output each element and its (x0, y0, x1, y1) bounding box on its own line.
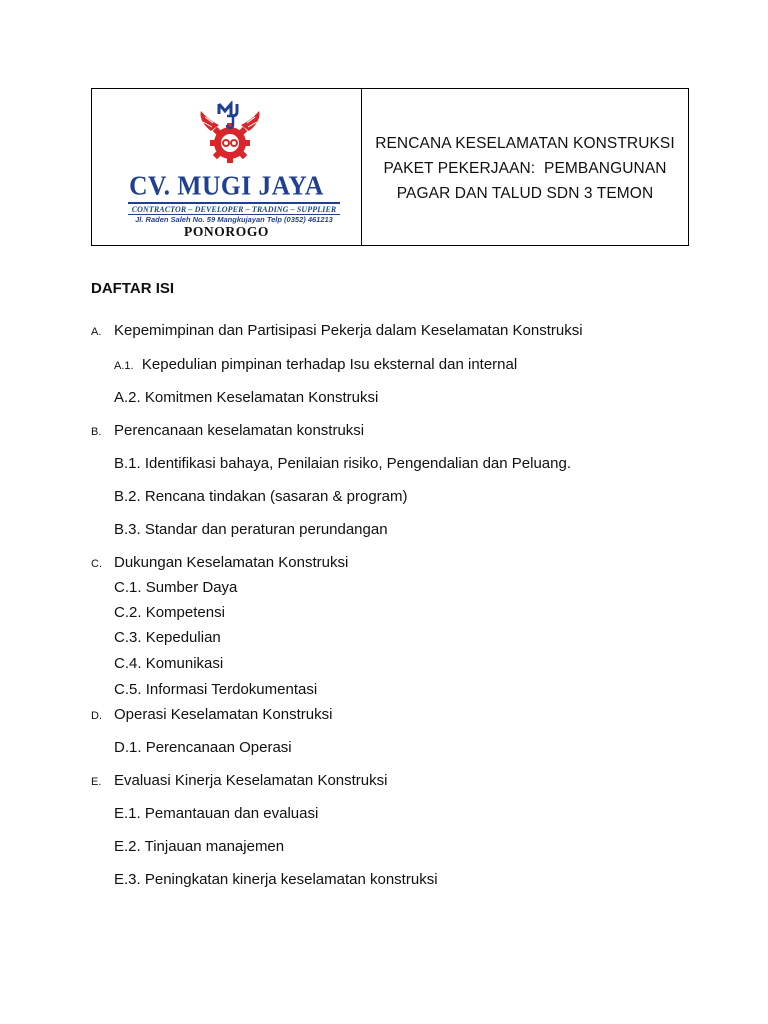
toc-item (114, 455, 571, 472)
section-letter: A. (91, 326, 102, 338)
toc-item-code: A.1. (114, 360, 134, 372)
toc-item-text: Pemantauan dan evaluasi (144, 805, 319, 822)
section-letter: E. (91, 776, 102, 788)
logo-cell (92, 89, 362, 245)
toc-item (114, 838, 284, 855)
company-emblem-icon (197, 101, 263, 167)
toc-item-text: Kepedulian (145, 629, 221, 646)
toc-item-code: B.2. (114, 488, 141, 505)
section-title: Evaluasi Kinerja Keselamatan Konstruksi (114, 772, 388, 789)
toc-item-code: A.2. (114, 389, 141, 406)
company-city: PONOROGO (183, 224, 270, 239)
toc-item-code: B.1. (114, 455, 141, 472)
section-letter: C. (91, 558, 102, 570)
toc-item (114, 871, 438, 888)
document-title (362, 89, 688, 245)
toc-item (114, 739, 292, 756)
title-line-3: PAGAR DAN TALUD SDN 3 TEMON (396, 184, 654, 202)
toc-item (114, 579, 237, 596)
toc-item (114, 356, 517, 373)
toc-item-text: Informasi Terdokumentasi (145, 681, 318, 698)
toc-item-text: Komitmen Keselamatan Konstruksi (144, 389, 379, 406)
toc-item-text: Tinjauan manajemen (144, 838, 285, 855)
section-title: Perencanaan keselamatan konstruksi (114, 422, 365, 439)
toc-item-text: Perencanaan Operasi (145, 739, 292, 756)
toc-item-text: Identifikasi bahaya, Penilaian risiko, Pengendalian dan Peluang. (144, 455, 571, 472)
toc-item-text: Rencana tindakan (sasaran & program) (144, 488, 408, 505)
toc-item-code: D.1. (114, 739, 142, 756)
section-letter: B. (91, 426, 102, 438)
section-title: Operasi Keselamatan Konstruksi (114, 706, 333, 723)
toc-item (114, 681, 317, 698)
toc-item (114, 629, 221, 646)
toc-item-code: E.3. (114, 871, 141, 888)
toc-heading: DAFTAR ISI (91, 280, 175, 297)
section-letter: D. (91, 710, 102, 722)
company-address: Jl. Raden Saleh No. 59 Mangkujayan Telp (0352) 461213 (135, 215, 333, 224)
toc-item (114, 389, 378, 406)
toc-item-text: Sumber Daya (145, 579, 238, 596)
toc-item-code: C.3. (114, 629, 142, 646)
toc-item-code: E.2. (114, 838, 141, 855)
toc-item-code: C.5. (114, 681, 142, 698)
toc-item-code: B.3. (114, 521, 141, 538)
toc-item-text: Peningkatan kinerja keselamatan konstruksi (144, 871, 438, 888)
toc-item-text: Kompetensi (145, 604, 225, 621)
title-line-1: RENCANA KESELAMATAN KONSTRUKSI (375, 134, 675, 152)
header-table (91, 88, 689, 246)
toc-item-text: Kepedulian pimpinan terhadap Isu eksternal dan internal (141, 356, 518, 373)
toc-item (114, 604, 225, 621)
toc-item-text: Standar dan peraturan perundangan (144, 521, 388, 538)
toc-item-code: C.4. (114, 655, 142, 672)
section-title: Dukungan Keselamatan Konstruksi (114, 554, 349, 571)
toc-item (114, 805, 318, 822)
toc-item-code: E.1. (114, 805, 141, 822)
toc-item (114, 521, 388, 538)
section-title: Kepemimpinan dan Partisipasi Pekerja dalam Keselamatan Konstruksi (114, 322, 583, 339)
toc-item-code: C.2. (114, 604, 142, 621)
toc-item-text: Komunikasi (145, 655, 224, 672)
company-tagline: CONTRACTOR – DEVELOPER – TRADING – SUPPLIER (128, 202, 340, 215)
toc-item-code: C.1. (114, 579, 142, 596)
title-line-2: PAKET PEKERJAAN: PEMBANGUNAN (383, 159, 667, 177)
toc-item (114, 488, 408, 505)
company-name: CV. MUGI JAYA (129, 169, 324, 202)
toc-item (114, 655, 223, 672)
